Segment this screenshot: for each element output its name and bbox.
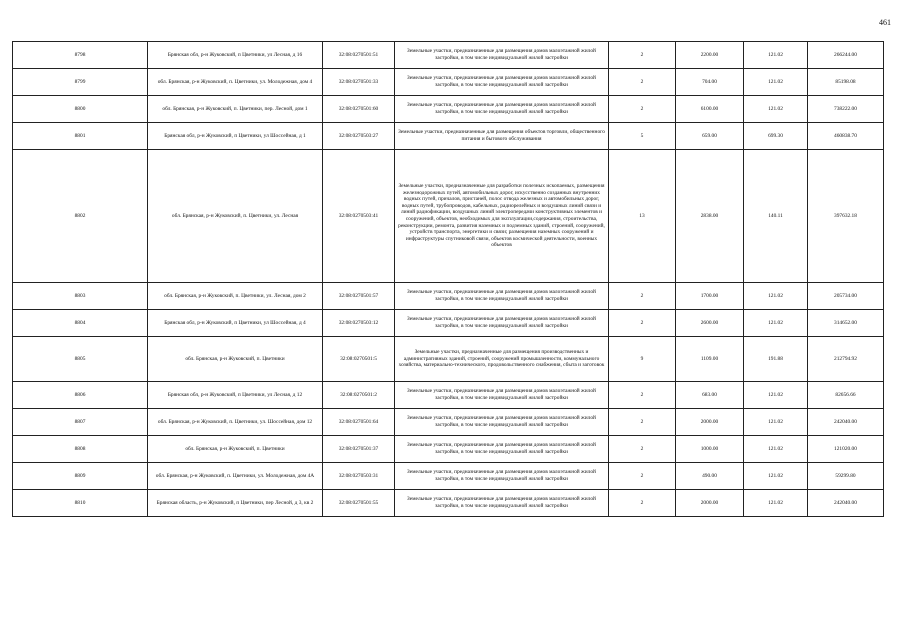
rate-cell: 140.11: [744, 150, 808, 283]
land-use-cell: Земельные участки, предназначенные для размещения домов малоэтажной жилой застройки, в том числе индивидуальной жилой застройки: [395, 409, 609, 436]
cadastral-number-cell: 32:08:0270501:55: [323, 490, 395, 517]
group-cell: 2: [609, 490, 676, 517]
value-cell: 212794.92: [808, 337, 884, 382]
cadastral-number-cell: 32:08:0270501:64: [323, 409, 395, 436]
value-cell: 242040.00: [808, 409, 884, 436]
address-cell: Брянская обл, р-н Жуковский, п Цветники, ул Шоссейная, д 1: [148, 123, 323, 150]
rate-cell: 121.02: [744, 409, 808, 436]
table-row: [13, 42, 884, 69]
page-number: 461: [879, 18, 891, 27]
row-number: 8809: [13, 463, 148, 490]
row-number: 8798: [13, 42, 148, 69]
land-use-cell: Земельные участки, предназначенные для размещения домов малоэтажной жилой застройки, в том числе индивидуальной жилой застройки: [395, 436, 609, 463]
table-row: [13, 382, 884, 409]
value-cell: 242040.00: [808, 490, 884, 517]
land-use-cell: Земельные участки, предназначенные для размещения домов малоэтажной жилой застройки, в том числе индивидуальной жилой застройки: [395, 310, 609, 337]
address-cell: обл. Брянская, р-н Жуковский, п. Цветники: [148, 436, 323, 463]
area-cell: 2838.00: [676, 150, 744, 283]
land-use-cell: Земельные участки, предназначенные для размещения домов малоэтажной жилой застройки, в том числе индивидуальной жилой застройки: [395, 490, 609, 517]
rate-cell: 191.88: [744, 337, 808, 382]
value-cell: 59299.80: [808, 463, 884, 490]
value-cell: 82656.66: [808, 382, 884, 409]
address-cell: обл. Брянская, р-н Жуковский, п. Цветники, ул. Молодежная, дом 4А: [148, 463, 323, 490]
rate-cell: 121.02: [744, 96, 808, 123]
group-cell: 2: [609, 69, 676, 96]
group-cell: 2: [609, 409, 676, 436]
row-number: 8802: [13, 150, 148, 283]
area-cell: 659.00: [676, 123, 744, 150]
address-cell: обл. Брянская, р-н Жуковский, п. Цветники, ул. Лесная, дом 2: [148, 283, 323, 310]
row-number: 8806: [13, 382, 148, 409]
address-cell: обл. Брянская, р-н Жуковский, п. Цветники, пер. Лесной, дом 1: [148, 96, 323, 123]
land-use-cell: Земельные участки, предназначенные для размещения домов малоэтажной жилой застройки, в том числе индивидуальной жилой застройки: [395, 463, 609, 490]
table-row: [13, 123, 884, 150]
rate-cell: 121.02: [744, 42, 808, 69]
table-row: [13, 283, 884, 310]
group-cell: 2: [609, 283, 676, 310]
cadastral-number-cell: 32:08:0270501:37: [323, 436, 395, 463]
table-row: [13, 490, 884, 517]
table-body: [13, 42, 884, 517]
rate-cell: 121.02: [744, 436, 808, 463]
row-number: 8801: [13, 123, 148, 150]
area-cell: 490.00: [676, 463, 744, 490]
rate-cell: 121.02: [744, 283, 808, 310]
cadastral-number-cell: 32:08:0270503:12: [323, 310, 395, 337]
cadastral-number-cell: 32:08:0270501:5: [323, 337, 395, 382]
land-use-cell: Земельные участки, предназначенные для размещения домов малоэтажной жилой застройки, в том числе индивидуальной жилой застройки: [395, 96, 609, 123]
value-cell: 397632.18: [808, 150, 884, 283]
group-cell: 2: [609, 463, 676, 490]
table-row: [13, 310, 884, 337]
value-cell: 85198.08: [808, 69, 884, 96]
area-cell: 2200.00: [676, 42, 744, 69]
row-number: 8800: [13, 96, 148, 123]
area-cell: 1000.00: [676, 436, 744, 463]
land-use-cell: Земельные участки, предназначенные для разработки полезных ископаемых, размещения железнодорожных путей, автомобильных дорог, искусственно созданных внутренних водных путей, причалов, пристаней, полос отвода железных и автомобильных дорог, водных путей, трубопроводов, кабельных, радиорелейных и воздушных линий связи и линий радиофикации, воздушных линий электропередачи конструктивных элементов и сооружений, объектов, необходимых для эксплуатации,содержания, строительства, реконструкции, ремонта, развития наземных и подземных зданий, строений, сооружений, устройств транспорта, энергетики и связи; размещения наземных сооружений и инфраструктуры спутниковой связи, объектов космической деятельности, военных объектов: [395, 150, 609, 283]
group-cell: 2: [609, 96, 676, 123]
cadastral-number-cell: 32:08:0270501:51: [323, 42, 395, 69]
land-use-cell: Земельные участки, предназначенные для размещения домов малоэтажной жилой застройки, в том числе индивидуальной жилой застройки: [395, 283, 609, 310]
address-cell: обл. Брянская, р-н Жуковский, п. Цветники, ул. Шоссейная, дом 12: [148, 409, 323, 436]
table-row: [13, 96, 884, 123]
rate-cell: 121.02: [744, 463, 808, 490]
address-cell: Брянская обл, р-н Жуковский, п Цветники, ул Лесная, д 16: [148, 42, 323, 69]
value-cell: 266244.00: [808, 42, 884, 69]
area-cell: 2000.00: [676, 409, 744, 436]
group-cell: 9: [609, 337, 676, 382]
row-number: 8807: [13, 409, 148, 436]
row-number: 8804: [13, 310, 148, 337]
land-use-cell: Земельные участки, предназначенные для размещения домов малоэтажной жилой застройки, в том числе индивидуальной жилой застройки: [395, 42, 609, 69]
row-number: 8799: [13, 69, 148, 96]
land-use-cell: Земельные участки, предназначенные для размещения домов малоэтажной жилой застройки, в том числе индивидуальной жилой застройки: [395, 382, 609, 409]
value-cell: 205734.00: [808, 283, 884, 310]
group-cell: 13: [609, 150, 676, 283]
rate-cell: 121.02: [744, 490, 808, 517]
address-cell: Брянская область, р-н Жуковский, п Цветники, пер Лесной, д 3, кв 2: [148, 490, 323, 517]
rate-cell: 121.02: [744, 310, 808, 337]
table-row: [13, 436, 884, 463]
cadastral-number-cell: 32:08:0270501:2: [323, 382, 395, 409]
address-cell: Брянская обл, р-н Жуковский, п Цветники, ул Лесная, д 12: [148, 382, 323, 409]
table-row: [13, 337, 884, 382]
address-cell: обл. Брянская, р-н Жуковский, п. Цветники, ул. Молодежная, дом 4: [148, 69, 323, 96]
land-use-cell: Земельные участки, предназначенные для размещения производственных и административных зданий, строений, сооружений промышленности, коммунального хозяйства, материально-технического, продовольственного снабжения, сбыта и заготовок: [395, 337, 609, 382]
address-cell: обл. Брянская, р-н Жуковский, п. Цветники, ул. Лесная: [148, 150, 323, 283]
group-cell: 2: [609, 382, 676, 409]
area-cell: 704.00: [676, 69, 744, 96]
table-row: [13, 409, 884, 436]
table-row: [13, 463, 884, 490]
cadastral-number-cell: 32:08:0270503:41: [323, 150, 395, 283]
area-cell: 1109.00: [676, 337, 744, 382]
land-use-cell: Земельные участки, предназначенные для размещения объектов торговли, общественного питания и бытового обслуживания: [395, 123, 609, 150]
row-number: 8810: [13, 490, 148, 517]
value-cell: 121020.00: [808, 436, 884, 463]
table-row: [13, 69, 884, 96]
cadastral-number-cell: 32:08:0270503:27: [323, 123, 395, 150]
area-cell: 2000.00: [676, 490, 744, 517]
land-use-cell: Земельные участки, предназначенные для размещения домов малоэтажной жилой застройки, в том числе индивидуальной жилой застройки: [395, 69, 609, 96]
area-cell: 6100.00: [676, 96, 744, 123]
cadastral-value-table: [12, 41, 884, 517]
value-cell: 460838.70: [808, 123, 884, 150]
cadastral-number-cell: 32:08:0270501:57: [323, 283, 395, 310]
value-cell: 738222.00: [808, 96, 884, 123]
row-number: 8808: [13, 436, 148, 463]
group-cell: 2: [609, 42, 676, 69]
group-cell: 2: [609, 310, 676, 337]
table-row: [13, 150, 884, 283]
row-number: 8803: [13, 283, 148, 310]
row-number: 8805: [13, 337, 148, 382]
cadastral-number-cell: 32:08:0270503:31: [323, 463, 395, 490]
area-cell: 683.00: [676, 382, 744, 409]
rate-cell: 121.02: [744, 69, 808, 96]
cadastral-number-cell: 32:08:0270501:33: [323, 69, 395, 96]
area-cell: 2600.00: [676, 310, 744, 337]
group-cell: 2: [609, 436, 676, 463]
area-cell: 1700.00: [676, 283, 744, 310]
address-cell: обл. Брянская, р-н Жуковский, п. Цветники: [148, 337, 323, 382]
group-cell: 5: [609, 123, 676, 150]
address-cell: Брянская обл, р-н Жуковский, п Цветники, ул Шоссейная, д 4: [148, 310, 323, 337]
rate-cell: 121.02: [744, 382, 808, 409]
value-cell: 314652.00: [808, 310, 884, 337]
cadastral-number-cell: 32:08:0270501:60: [323, 96, 395, 123]
rate-cell: 699.30: [744, 123, 808, 150]
